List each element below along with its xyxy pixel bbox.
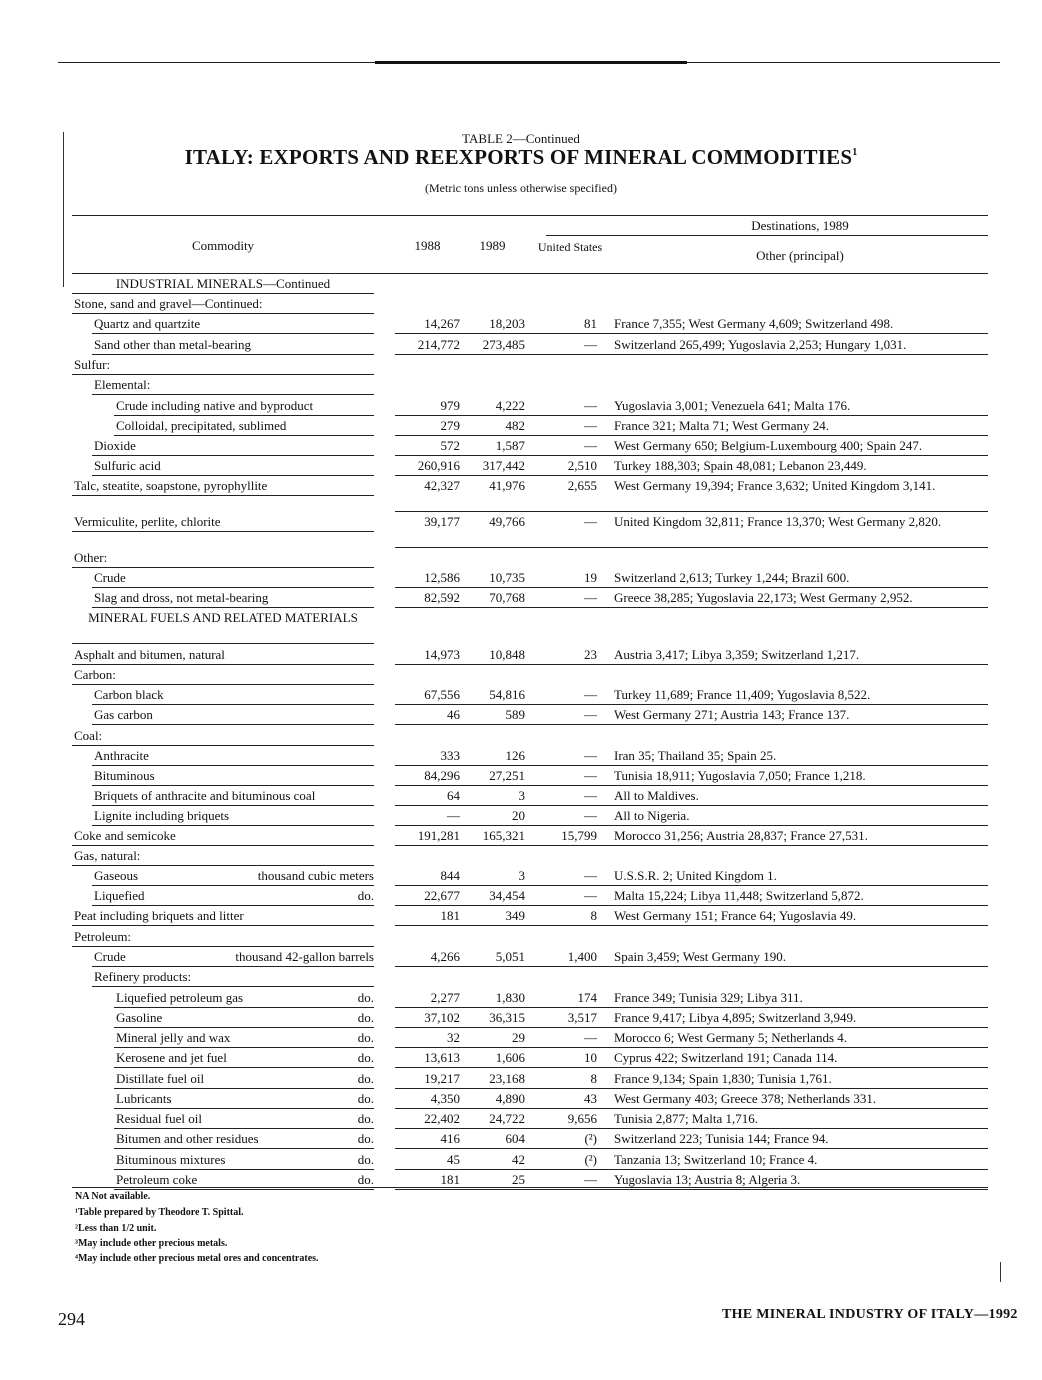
value-1988: 19,217 bbox=[424, 1071, 460, 1086]
commodity-label: Bitumen and other residues bbox=[116, 1131, 259, 1146]
commodity-underline bbox=[72, 845, 374, 846]
commodity-label: Talc, steatite, soapstone, pyrophyllite bbox=[74, 478, 268, 493]
value-other-destinations: Turkey 188,303; Spain 48,081; Lebanon 23,449. bbox=[614, 458, 867, 473]
commodity-underline bbox=[92, 475, 374, 476]
row-underline bbox=[395, 785, 988, 786]
value-1989: 5,051 bbox=[495, 949, 525, 964]
value-united-states: — bbox=[584, 868, 597, 883]
value-1988: 279 bbox=[440, 418, 460, 433]
value-1989: 273,485 bbox=[482, 337, 525, 352]
value-1988: 191,281 bbox=[417, 828, 460, 843]
commodity-label: Gas, natural: bbox=[74, 848, 141, 863]
unit-label: do. bbox=[357, 1091, 374, 1106]
value-1989: 24,722 bbox=[489, 1111, 525, 1126]
row-underline bbox=[395, 415, 988, 416]
value-united-states: (²) bbox=[584, 1152, 597, 1167]
commodity-label: Residual fuel oil bbox=[116, 1111, 202, 1126]
row-underline bbox=[395, 1007, 988, 1008]
value-other-destinations: Morocco 31,256; Austria 28,837; France 27,531. bbox=[614, 828, 868, 843]
row-underline bbox=[395, 607, 988, 608]
value-united-states: 3,517 bbox=[567, 1010, 597, 1025]
value-1989: 49,766 bbox=[489, 514, 525, 529]
commodity-label: Elemental: bbox=[94, 377, 151, 392]
commodity-underline bbox=[72, 684, 374, 685]
destinations-rule bbox=[546, 235, 988, 236]
row-underline bbox=[395, 1128, 988, 1129]
value-1988: 14,973 bbox=[424, 647, 460, 662]
commodity-underline bbox=[92, 905, 374, 906]
value-1988: 181 bbox=[440, 1172, 460, 1187]
commodity-underline bbox=[114, 1148, 374, 1149]
row-underline bbox=[395, 435, 988, 436]
commodity-label: Sulfur: bbox=[74, 357, 111, 372]
value-1989: 1,587 bbox=[495, 438, 525, 453]
value-1989: 165,321 bbox=[482, 828, 525, 843]
value-1989: 1,606 bbox=[495, 1050, 525, 1065]
commodity-underline bbox=[72, 567, 374, 568]
margin-line bbox=[1000, 1262, 1001, 1282]
value-united-states: 19 bbox=[584, 570, 597, 585]
commodity-underline bbox=[114, 1189, 374, 1190]
value-united-states: — bbox=[584, 514, 597, 529]
value-united-states: 2,510 bbox=[567, 458, 597, 473]
commodity-label: Gas carbon bbox=[94, 707, 153, 722]
commodity-label: Sulfuric acid bbox=[94, 458, 161, 473]
column-header-united-states: United States bbox=[537, 240, 603, 254]
unit-label: thousand 42-gallon barrels bbox=[235, 949, 374, 964]
value-1988: 12,586 bbox=[424, 570, 460, 585]
value-united-states: — bbox=[584, 788, 597, 803]
value-1988: 13,613 bbox=[424, 1050, 460, 1065]
value-1989: 4,222 bbox=[495, 398, 525, 413]
value-1989: 3 bbox=[518, 788, 525, 803]
value-1988: 4,266 bbox=[430, 949, 460, 964]
row-underline bbox=[395, 333, 988, 334]
value-1988: 22,677 bbox=[424, 888, 460, 903]
commodity-label: Coal: bbox=[74, 728, 103, 743]
commodity-label: Carbon black bbox=[94, 687, 164, 702]
value-other-destinations: Yugoslavia 13; Austria 8; Algeria 3. bbox=[614, 1172, 801, 1187]
title-footnote-mark: 1 bbox=[852, 147, 858, 158]
value-united-states: 23 bbox=[584, 647, 597, 662]
value-1989: 3 bbox=[518, 868, 525, 883]
commodity-label: Mineral jelly and wax bbox=[116, 1030, 231, 1045]
value-united-states: 43 bbox=[584, 1091, 597, 1106]
commodity-underline bbox=[114, 1067, 374, 1068]
value-united-states: — bbox=[584, 808, 597, 823]
row-underline bbox=[395, 1189, 988, 1190]
commodity-label: Other: bbox=[74, 550, 108, 565]
row-underline bbox=[395, 664, 988, 665]
commodity-label: Crude bbox=[94, 949, 126, 964]
commodity-label: Kerosene and jet fuel bbox=[116, 1050, 227, 1065]
commodity-label: Asphalt and bitumen, natural bbox=[74, 647, 225, 662]
table-bottom-rule bbox=[72, 1187, 988, 1188]
value-1988: 32 bbox=[447, 1030, 460, 1045]
commodity-label: Bituminous bbox=[94, 768, 155, 783]
value-1989: 349 bbox=[505, 908, 525, 923]
value-1988: 4,350 bbox=[430, 1091, 460, 1106]
commodity-label: Quartz and quartzite bbox=[94, 316, 201, 331]
value-other-destinations: All to Nigeria. bbox=[614, 808, 690, 823]
row-underline bbox=[395, 825, 988, 826]
value-1989: 70,768 bbox=[489, 590, 525, 605]
value-other-destinations: Switzerland 265,499; Yugoslavia 2,253; Hungary 1,031. bbox=[614, 337, 907, 352]
commodity-underline bbox=[92, 607, 374, 608]
commodity-label: Coke and semicoke bbox=[74, 828, 176, 843]
commodity-underline bbox=[72, 643, 374, 644]
page-number: 294 bbox=[58, 1309, 85, 1329]
value-1988: 45 bbox=[447, 1152, 460, 1167]
value-united-states: 10 bbox=[584, 1050, 597, 1065]
unit-label: do. bbox=[357, 1111, 374, 1126]
footnote: ¹Table prepared by Theodore T. Spittal. bbox=[75, 1207, 244, 1218]
unit-label: do. bbox=[357, 1071, 374, 1086]
value-united-states: 1,400 bbox=[567, 949, 597, 964]
commodity-underline bbox=[114, 1027, 374, 1028]
value-united-states: — bbox=[584, 1172, 597, 1187]
commodity-label: Slag and dross, not metal-bearing bbox=[94, 590, 269, 605]
value-other-destinations: Cyprus 422; Switzerland 191; Canada 114. bbox=[614, 1050, 838, 1065]
commodity-label: Petroleum coke bbox=[116, 1172, 198, 1187]
row-underline bbox=[395, 1148, 988, 1149]
section-heading: MINERAL FUELS AND RELATED MATERIALS bbox=[88, 610, 358, 625]
value-other-destinations: All to Maldives. bbox=[614, 788, 699, 803]
footnote: ²Less than 1/2 unit. bbox=[75, 1223, 157, 1234]
commodity-label: Crude bbox=[94, 570, 126, 585]
row-underline bbox=[395, 966, 988, 967]
column-header-1989: 1989 bbox=[479, 238, 506, 253]
value-1989: 27,251 bbox=[489, 768, 525, 783]
commodity-label: Liquefied bbox=[94, 888, 145, 903]
value-1988: 260,916 bbox=[417, 458, 460, 473]
value-united-states: — bbox=[584, 418, 597, 433]
row-underline bbox=[395, 511, 988, 512]
value-other-destinations: Greece 38,285; Yugoslavia 22,173; West Germany 2,952. bbox=[614, 590, 913, 605]
commodity-underline bbox=[72, 531, 374, 532]
commodity-underline bbox=[92, 724, 374, 725]
commodity-underline bbox=[114, 1088, 374, 1089]
value-united-states: — bbox=[584, 590, 597, 605]
value-united-states: 174 bbox=[577, 990, 597, 1005]
value-1989: 23,168 bbox=[489, 1071, 525, 1086]
value-1989: 126 bbox=[505, 748, 525, 763]
value-other-destinations: Tanzania 13; Switzerland 10; France 4. bbox=[614, 1152, 818, 1167]
commodity-label: Peat including briquets and litter bbox=[74, 908, 244, 923]
value-1988: 2,277 bbox=[430, 990, 460, 1005]
value-1989: 29 bbox=[512, 1030, 525, 1045]
section-heading: INDUSTRIAL MINERALS—Continued bbox=[115, 276, 331, 291]
commodity-underline bbox=[92, 825, 374, 826]
commodity-underline bbox=[92, 354, 374, 355]
unit-label: do. bbox=[357, 1050, 374, 1065]
row-underline bbox=[395, 724, 988, 725]
row-underline bbox=[395, 547, 988, 548]
commodity-underline bbox=[72, 925, 374, 926]
commodity-underline bbox=[92, 765, 374, 766]
value-1989: 589 bbox=[505, 707, 525, 722]
value-1989: 482 bbox=[505, 418, 525, 433]
value-1989: 34,454 bbox=[489, 888, 525, 903]
commodity-label: Carbon: bbox=[74, 667, 116, 682]
value-other-destinations: Tunisia 18,911; Yugoslavia 7,050; France 1,218. bbox=[614, 768, 866, 783]
value-1988: 39,177 bbox=[424, 514, 460, 529]
commodity-label: Sand other than metal-bearing bbox=[94, 337, 252, 352]
column-header-1988: 1988 bbox=[414, 238, 441, 253]
value-united-states: (²) bbox=[584, 1131, 597, 1146]
value-other-destinations: West Germany 151; France 64; Yugoslavia 49. bbox=[614, 908, 857, 923]
value-other-destinations: Malta 15,224; Libya 11,448; Switzerland 5,872. bbox=[614, 888, 864, 903]
value-1989: 54,816 bbox=[489, 687, 525, 702]
row-underline bbox=[395, 845, 988, 846]
value-other-destinations: West Germany 403; Greece 378; Netherlands 331. bbox=[614, 1091, 877, 1106]
commodity-underline bbox=[92, 704, 374, 705]
row-underline bbox=[395, 1108, 988, 1109]
unit-label: do. bbox=[357, 888, 374, 903]
value-united-states: — bbox=[584, 687, 597, 702]
value-1989: 20 bbox=[512, 808, 525, 823]
unit-label: do. bbox=[357, 1131, 374, 1146]
table-top-rule bbox=[72, 215, 988, 216]
value-1989: 25 bbox=[512, 1172, 525, 1187]
commodity-label: Stone, sand and gravel—Continued: bbox=[74, 296, 263, 311]
commodity-underline bbox=[92, 885, 374, 886]
value-1988: 572 bbox=[440, 438, 460, 453]
commodity-label: Refinery products: bbox=[94, 969, 192, 984]
value-united-states: — bbox=[584, 337, 597, 352]
value-united-states: 8 bbox=[590, 1071, 597, 1086]
value-united-states: — bbox=[584, 888, 597, 903]
commodity-underline bbox=[92, 394, 374, 395]
row-underline bbox=[395, 1169, 988, 1170]
value-other-destinations: Tunisia 2,877; Malta 1,716. bbox=[614, 1111, 758, 1126]
commodity-underline bbox=[92, 986, 374, 987]
row-underline bbox=[395, 587, 988, 588]
commodity-label: Colloidal, precipitated, sublimed bbox=[116, 418, 287, 433]
value-1988: 42,327 bbox=[424, 478, 460, 493]
unit-label: do. bbox=[357, 1010, 374, 1025]
commodity-underline bbox=[92, 785, 374, 786]
value-1989: 317,442 bbox=[482, 458, 525, 473]
row-underline bbox=[395, 704, 988, 705]
value-other-destinations: West Germany 19,394; France 3,632; United Kingdom 3,141. bbox=[614, 478, 936, 493]
value-united-states: 15,799 bbox=[561, 828, 597, 843]
commodity-underline bbox=[72, 745, 374, 746]
top-rule-accent bbox=[375, 61, 687, 64]
commodity-underline bbox=[72, 313, 374, 314]
unit-label: do. bbox=[357, 1152, 374, 1167]
column-header-destinations: Destinations, 1989 bbox=[751, 218, 849, 233]
value-1988: 64 bbox=[447, 788, 460, 803]
commodity-label: Vermiculite, perlite, chlorite bbox=[74, 514, 221, 529]
commodity-label: Liquefied petroleum gas bbox=[116, 990, 244, 1005]
commodity-label: Gasoline bbox=[116, 1010, 163, 1025]
value-other-destinations: U.S.S.R. 2; United Kingdom 1. bbox=[614, 868, 777, 883]
row-underline bbox=[395, 1067, 988, 1068]
commodity-label: Distillate fuel oil bbox=[116, 1071, 205, 1086]
footnote: ³May include other precious metals. bbox=[75, 1238, 228, 1249]
row-underline bbox=[395, 765, 988, 766]
value-other-destinations: United Kingdom 32,811; France 13,370; West Germany 2,820. bbox=[614, 514, 942, 529]
value-other-destinations: Yugoslavia 3,001; Venezuela 641; Malta 176. bbox=[614, 398, 851, 413]
value-1989: 10,735 bbox=[489, 570, 525, 585]
row-underline bbox=[395, 805, 988, 806]
column-header-commodity: Commodity bbox=[191, 238, 255, 253]
header-bottom-rule bbox=[72, 273, 988, 274]
value-united-states: 2,655 bbox=[567, 478, 597, 493]
table-subtitle: (Metric tons unless otherwise specified) bbox=[425, 181, 617, 195]
footnote: NA Not available. bbox=[75, 1191, 151, 1202]
value-other-destinations: Austria 3,417; Libya 3,359; Switzerland 1,217. bbox=[614, 647, 860, 662]
row-underline bbox=[395, 475, 988, 476]
value-1988: 181 bbox=[440, 908, 460, 923]
row-underline bbox=[395, 905, 988, 906]
unit-label: thousand cubic meters bbox=[257, 868, 374, 883]
value-united-states: — bbox=[584, 748, 597, 763]
value-1989: 42 bbox=[512, 1152, 525, 1167]
unit-label: do. bbox=[357, 1030, 374, 1045]
value-1988: 82,592 bbox=[424, 590, 460, 605]
commodity-label: Dioxide bbox=[94, 438, 136, 453]
value-1989: 41,976 bbox=[489, 478, 525, 493]
value-united-states: — bbox=[584, 768, 597, 783]
table-title: ITALY: EXPORTS AND REEXPORTS OF MINERAL COMMODITIES$^1$ bbox=[184, 145, 858, 169]
row-underline bbox=[395, 1027, 988, 1028]
commodity-underline bbox=[114, 415, 374, 416]
commodity-underline bbox=[72, 865, 374, 866]
value-1988: 22,402 bbox=[424, 1111, 460, 1126]
row-underline bbox=[395, 925, 988, 926]
commodity-label: Lubricants bbox=[116, 1091, 172, 1106]
commodity-underline bbox=[72, 293, 374, 294]
row-underline bbox=[395, 455, 988, 456]
value-1988: 979 bbox=[440, 398, 460, 413]
value-other-destinations: Switzerland 2,613; Turkey 1,244; Brazil 600. bbox=[614, 570, 850, 585]
value-united-states: — bbox=[584, 1030, 597, 1045]
commodity-label: Bituminous mixtures bbox=[116, 1152, 226, 1167]
running-title: THE MINERAL INDUSTRY OF ITALY—1992 bbox=[722, 1307, 1018, 1322]
value-1988: 416 bbox=[440, 1131, 460, 1146]
value-other-destinations: France 321; Malta 71; West Germany 24. bbox=[614, 418, 829, 433]
commodity-underline bbox=[114, 435, 374, 436]
commodity-label: Briquets of anthracite and bituminous coal bbox=[94, 788, 316, 803]
commodity-label: Petroleum: bbox=[74, 929, 132, 944]
value-other-destinations: Morocco 6; West Germany 5; Netherlands 4. bbox=[614, 1030, 848, 1045]
value-1988: 46 bbox=[447, 707, 460, 722]
value-1988: 844 bbox=[440, 868, 460, 883]
value-united-states: 8 bbox=[590, 908, 597, 923]
value-1988: 84,296 bbox=[424, 768, 460, 783]
value-other-destinations: Turkey 11,689; France 11,409; Yugoslavia 8,522. bbox=[614, 687, 871, 702]
value-other-destinations: Spain 3,459; West Germany 190. bbox=[614, 949, 787, 964]
value-other-destinations: West Germany 650; Belgium-Luxembourg 400; Spain 247. bbox=[614, 438, 923, 453]
commodity-label: Crude including native and byproduct bbox=[116, 398, 314, 413]
commodity-underline bbox=[114, 1047, 374, 1048]
value-other-destinations: West Germany 271; Austria 143; France 137. bbox=[614, 707, 850, 722]
value-1989: 36,315 bbox=[489, 1010, 525, 1025]
value-1988: 37,102 bbox=[424, 1010, 460, 1025]
commodity-label: Anthracite bbox=[94, 748, 149, 763]
value-1988: — bbox=[447, 808, 460, 823]
row-underline bbox=[395, 1088, 988, 1089]
commodity-label: Lignite including briquets bbox=[94, 808, 230, 823]
value-1989: 4,890 bbox=[495, 1091, 525, 1106]
value-other-destinations: France 7,355; West Germany 4,609; Switzerland 498. bbox=[614, 316, 894, 331]
value-1988: 14,267 bbox=[424, 316, 460, 331]
value-1989: 1,830 bbox=[495, 990, 525, 1005]
unit-label: do. bbox=[357, 990, 374, 1005]
commodity-underline bbox=[92, 966, 374, 967]
commodity-underline bbox=[92, 587, 374, 588]
commodity-underline bbox=[114, 1169, 374, 1170]
row-underline bbox=[395, 885, 988, 886]
value-other-destinations: France 9,134; Spain 1,830; Tunisia 1,761. bbox=[614, 1071, 832, 1086]
commodity-underline bbox=[92, 333, 374, 334]
commodity-label: Gaseous bbox=[94, 868, 139, 883]
commodity-underline bbox=[114, 1128, 374, 1129]
value-1989: 604 bbox=[505, 1131, 525, 1146]
commodity-underline bbox=[72, 946, 374, 947]
value-united-states: — bbox=[584, 438, 597, 453]
commodity-underline bbox=[92, 805, 374, 806]
value-1989: 18,203 bbox=[489, 316, 525, 331]
value-other-destinations: France 9,417; Libya 4,895; Switzerland 3,949. bbox=[614, 1010, 857, 1025]
commodity-underline bbox=[72, 495, 374, 496]
value-1988: 67,556 bbox=[424, 687, 460, 702]
value-other-destinations: Iran 35; Thailand 35; Spain 25. bbox=[614, 748, 777, 763]
commodity-underline bbox=[114, 1007, 374, 1008]
commodity-underline bbox=[92, 455, 374, 456]
value-1988: 214,772 bbox=[417, 337, 460, 352]
row-underline bbox=[395, 1047, 988, 1048]
footnote: ⁴May include other precious metal ores and concentrates. bbox=[75, 1253, 319, 1264]
column-header-other: Other (principal) bbox=[756, 248, 844, 263]
value-united-states: 9,656 bbox=[567, 1111, 597, 1126]
value-united-states: — bbox=[584, 398, 597, 413]
commodity-underline bbox=[72, 374, 374, 375]
value-1989: 10,848 bbox=[489, 647, 525, 662]
value-other-destinations: Switzerland 223; Tunisia 144; France 94. bbox=[614, 1131, 829, 1146]
commodity-underline bbox=[72, 664, 374, 665]
value-united-states: — bbox=[584, 707, 597, 722]
table-label: TABLE 2—Continued bbox=[462, 131, 580, 146]
row-underline bbox=[395, 354, 988, 355]
commodity-underline bbox=[114, 1108, 374, 1109]
unit-label: do. bbox=[357, 1172, 374, 1187]
value-1988: 333 bbox=[440, 748, 460, 763]
value-other-destinations: France 349; Tunisia 329; Libya 311. bbox=[614, 990, 803, 1005]
value-united-states: 81 bbox=[584, 316, 597, 331]
